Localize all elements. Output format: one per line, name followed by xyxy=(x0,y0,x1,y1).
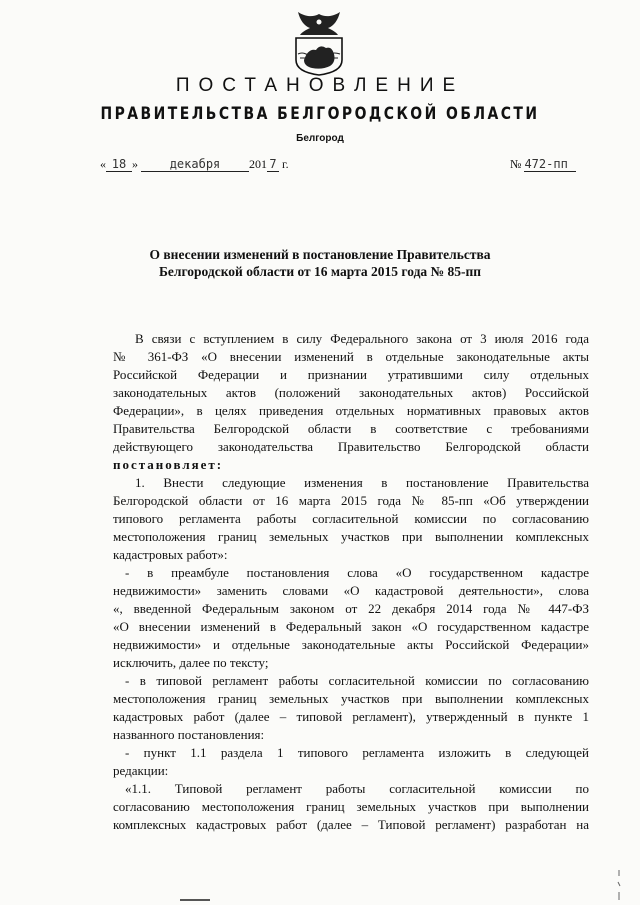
document-number xyxy=(510,157,576,172)
body-line: исключить, далее по тексту; xyxy=(113,655,269,670)
body-line: Правительства Белгородской области в соответствие с требованиями xyxy=(113,421,589,436)
scan-mark xyxy=(180,899,210,901)
city-name: Белгород xyxy=(296,133,344,144)
date-year-prefix: 201 xyxy=(249,157,267,171)
body-line: редакции: xyxy=(113,763,169,778)
document-type-title: ПОСТАНОВЛЕНИЕ xyxy=(175,75,465,96)
body-line: местоположения границ земельных участков при выполнении комплексных xyxy=(113,691,589,706)
body-line: действующего законодательства Правительство Белгородской области xyxy=(113,439,589,454)
document-date xyxy=(100,157,289,172)
body-line: кадастровых работ (далее – типовой регламент), утвержденный в пункте 1 xyxy=(113,709,589,724)
body-line: «1.1. Типовой регламент работы согласительной комиссии по xyxy=(125,781,589,796)
body-line: недвижимости» заменить словами «О кадастровой деятельности», слова xyxy=(113,583,589,598)
heading-line-2: Белгородской области от 16 марта 2015 года № 85-пп xyxy=(158,264,482,279)
heading-line-1: О внесении изменений в постановление Правительства xyxy=(149,247,491,262)
body-line: комплексных кадастровых работ (далее – Типовой регламент) разработан на xyxy=(113,817,589,832)
body-line: В связи с вступлением в силу Федерального закона от 3 июля 2016 года xyxy=(135,331,589,346)
date-year-digit: 7 xyxy=(267,157,279,172)
body-line: названного постановления: xyxy=(113,727,265,742)
body-line: Федерации», в целях приведения отдельных нормативных правовых актов xyxy=(113,403,589,418)
number-value: 472-пп xyxy=(524,157,576,172)
body-line: 1. Внести следующие изменения в постановление Правительства xyxy=(135,475,589,490)
number-label: № xyxy=(510,157,522,171)
body-line: согласованию местоположения границ земельных участков при выполнении xyxy=(113,799,589,814)
body-line: - пункт 1.1 раздела 1 типового регламента изложить в следующей xyxy=(125,745,589,760)
date-day: 18 xyxy=(106,157,132,172)
body-line: - в типовой регламент работы согласительной комиссии по согласованию xyxy=(125,673,589,688)
body-line: местоположения границ земельных участков при выполнении комплексных xyxy=(113,529,589,544)
body-line: типового регламента работы согласительной комиссии по согласованию xyxy=(113,511,589,526)
document-body xyxy=(113,330,589,834)
body-line: - в преамбуле постановления слова «О государственном кадастре xyxy=(125,565,589,580)
body-line: кадастровых работ»: xyxy=(113,547,228,562)
body-line: Российской Федерации и признании утратившими силу отдельных xyxy=(113,367,589,382)
date-open-quote: « xyxy=(100,157,106,171)
scan-mark-edge xyxy=(617,870,621,900)
date-close-quote: » xyxy=(132,157,138,171)
body-line: «, введенной Федеральным законом от 22 декабря 2014 года № 447-ФЗ xyxy=(113,601,589,616)
body-line: недвижимости» и отдельные законодательные акты Российской Федерации» xyxy=(113,637,589,652)
coat-of-arms-emblem xyxy=(290,8,348,76)
body-line: № 361-ФЗ «О внесении изменений в отдельные законодательные акты xyxy=(113,349,589,364)
body-line: Белгородской области от 16 марта 2015 года № 85-пп «Об утверждении xyxy=(113,493,589,508)
issuing-authority-title: ПРАВИТЕЛЬСТВА БЕЛГОРОДСКОЙ ОБЛАСТИ xyxy=(100,104,540,124)
document-heading xyxy=(0,246,640,280)
date-year-suffix: г. xyxy=(282,157,289,171)
body-line: постановляет: xyxy=(113,457,224,472)
body-line: «О внесении изменений в Федеральный закон «О государственном кадастре xyxy=(113,619,589,634)
body-line: законодательных актов (положений законодательных актов) Российской xyxy=(113,385,589,400)
date-month: декабря xyxy=(141,157,249,172)
